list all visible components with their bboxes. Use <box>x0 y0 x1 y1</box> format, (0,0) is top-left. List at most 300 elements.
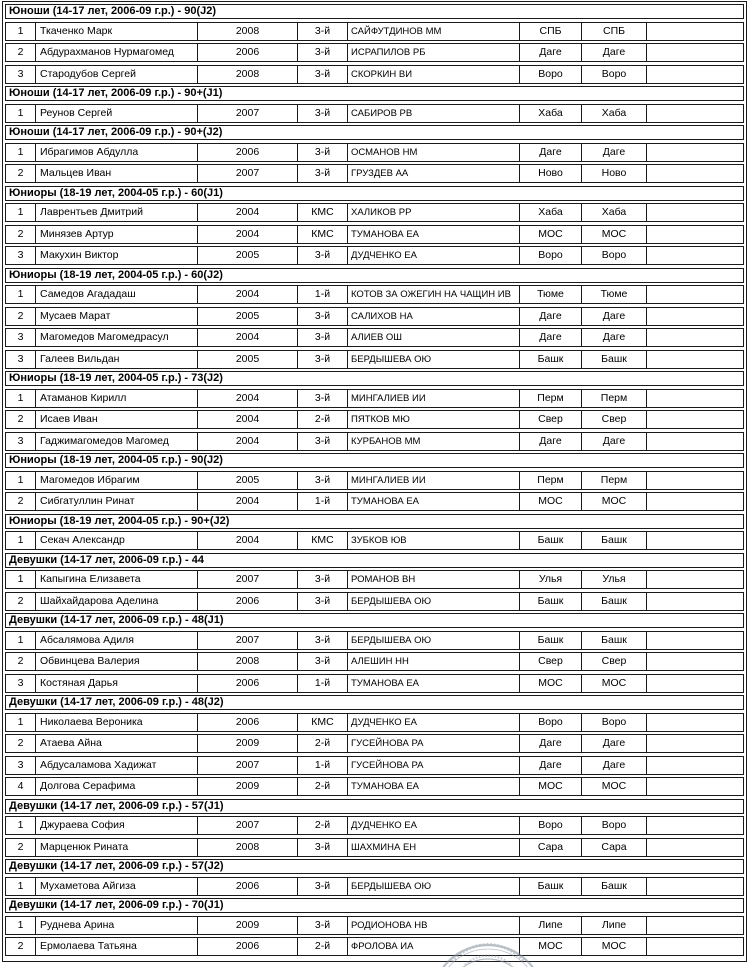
athlete-name-cell: Гаджимагомедов Магомед <box>35 433 197 450</box>
result-row <box>5 246 744 265</box>
coach-cell: ДУДЧЕНКО ЕА <box>347 817 519 834</box>
place-cell: 3 <box>17 67 24 80</box>
result-row <box>5 877 744 896</box>
region-cell: Ново <box>519 165 581 182</box>
team-region-cell: Улья <box>581 571 646 588</box>
athlete-name-cell: Шайхайдарова Аделина <box>35 593 197 610</box>
rank-cell: 1-й <box>297 675 347 692</box>
notes-cell <box>646 411 743 428</box>
team-region-cell: Даге <box>581 735 646 752</box>
notes-cell <box>646 653 743 670</box>
birth-year-cell: 2008 <box>197 66 297 83</box>
place-cell: 2 <box>17 495 24 507</box>
region-cell: Башк <box>519 593 581 610</box>
rank-cell: КМС <box>297 532 347 549</box>
athlete-name-cell: Стародубов Сергей <box>35 66 197 83</box>
athlete-name-cell: Абдусаламова Хадижат <box>35 757 197 774</box>
team-region-cell: Воро <box>581 247 646 264</box>
athlete-name-cell: Абдурахманов Нурмагомед <box>35 44 197 61</box>
result-row <box>5 531 744 550</box>
coach-cell: АЛЕШИН НН <box>347 653 519 670</box>
rank-cell: 3-й <box>297 144 347 161</box>
region-cell: МОС <box>519 778 581 795</box>
athlete-name-cell: Магомедов Ибрагим <box>35 472 197 489</box>
birth-year-cell: 2004 <box>197 329 297 346</box>
team-region-cell: СПБ <box>581 23 646 40</box>
athlete-name-cell: Джураева София <box>35 817 197 834</box>
athlete-name-cell: Мусаев Марат <box>35 308 197 325</box>
coach-cell: БЕРДЫШЕВА ОЮ <box>347 878 519 895</box>
rank-cell: 3-й <box>297 23 347 40</box>
athlete-name-cell: Галеев Вильдан <box>35 351 197 368</box>
notes-cell <box>646 735 743 752</box>
athlete-name-cell: Мухаметова Айгиза <box>35 878 197 895</box>
coach-cell: САБИРОВ РВ <box>347 105 519 122</box>
result-row <box>5 570 744 589</box>
coach-cell: ШАХМИНА ЕН <box>347 839 519 856</box>
coach-cell: ТУМАНОВА ЕА <box>347 493 519 510</box>
birth-year-cell: 2006 <box>197 714 297 731</box>
rank-cell: 1-й <box>297 493 347 510</box>
birth-year-cell: 2005 <box>197 247 297 264</box>
team-region-cell: Воро <box>581 817 646 834</box>
region-cell: Даге <box>519 329 581 346</box>
rank-cell: 3-й <box>297 917 347 934</box>
result-row <box>5 674 744 693</box>
result-row <box>5 22 744 41</box>
region-cell: Воро <box>519 714 581 731</box>
notes-cell <box>646 532 743 549</box>
coach-cell: ДУДЧЕНКО ЕА <box>347 714 519 731</box>
category-header: Юниоры (18-19 лет, 2004-05 г.р.) - 60(J1) <box>5 186 744 201</box>
team-region-cell: Хаба <box>581 105 646 122</box>
region-cell: Даге <box>519 308 581 325</box>
region-cell: Перм <box>519 472 581 489</box>
notes-cell <box>646 878 743 895</box>
athlete-name-cell: Николаева Вероника <box>35 714 197 731</box>
rank-cell: 3-й <box>297 632 347 649</box>
place-cell: 4 <box>17 780 24 792</box>
result-row <box>5 104 744 123</box>
birth-year-cell: 2007 <box>197 632 297 649</box>
birth-year-cell: 2007 <box>197 757 297 774</box>
athlete-name-cell: Секач Александр <box>35 532 197 549</box>
birth-year-cell: 2007 <box>197 165 297 182</box>
result-row <box>5 838 744 857</box>
notes-cell <box>646 472 743 489</box>
birth-year-cell: 2006 <box>197 878 297 895</box>
coach-cell: РОДИОНОВА НВ <box>347 917 519 934</box>
athlete-name-cell: Ибрагимов Абдулла <box>35 144 197 161</box>
rank-cell: 2-й <box>297 735 347 752</box>
birth-year-cell: 2006 <box>197 44 297 61</box>
birth-year-cell: 2005 <box>197 351 297 368</box>
birth-year-cell: 2004 <box>197 532 297 549</box>
rank-cell: 3-й <box>297 653 347 670</box>
result-row <box>5 652 744 671</box>
place-cell: 2 <box>17 940 24 952</box>
notes-cell <box>646 105 743 122</box>
coach-cell: РОМАНОВ ВН <box>347 571 519 588</box>
place-cell: 1 <box>17 145 24 158</box>
team-region-cell: Даге <box>581 44 646 61</box>
region-cell: МОС <box>519 226 581 243</box>
birth-year-cell: 2004 <box>197 411 297 428</box>
rank-cell: 3-й <box>297 44 347 61</box>
coach-cell: СКОРКИН ВИ <box>347 66 519 83</box>
region-cell: МОС <box>519 675 581 692</box>
notes-cell <box>646 144 743 161</box>
athlete-name-cell: Руднева Арина <box>35 917 197 934</box>
result-row <box>5 937 744 956</box>
region-cell: СПБ <box>519 23 581 40</box>
result-row <box>5 592 744 611</box>
coach-cell: ГУСЕЙНОВА РА <box>347 757 519 774</box>
region-cell: Воро <box>519 66 581 83</box>
result-row <box>5 307 744 326</box>
region-cell: МОС <box>519 493 581 510</box>
athlete-name-cell: Исаев Иван <box>35 411 197 428</box>
team-region-cell: Даге <box>581 144 646 161</box>
notes-cell <box>646 714 743 731</box>
region-cell: Хаба <box>519 105 581 122</box>
birth-year-cell: 2004 <box>197 204 297 221</box>
coach-cell: ТУМАНОВА ЕА <box>347 675 519 692</box>
place-cell: 2 <box>17 840 24 853</box>
notes-cell <box>646 593 743 610</box>
region-cell: Свер <box>519 411 581 428</box>
result-row <box>5 285 744 304</box>
rank-cell: 3-й <box>297 105 347 122</box>
team-region-cell: Воро <box>581 714 646 731</box>
place-cell: 2 <box>17 655 24 667</box>
rank-cell: 3-й <box>297 878 347 895</box>
coach-cell: ЗУБКОВ ЮВ <box>347 532 519 549</box>
team-region-cell: Хаба <box>581 204 646 221</box>
team-region-cell: МОС <box>581 226 646 243</box>
result-row <box>5 816 744 835</box>
coach-cell: ПЯТКОВ МЮ <box>347 411 519 428</box>
category-header: Юноши (14-17 лет, 2006-09 г.р.) - 90(J2) <box>5 4 744 19</box>
team-region-cell: МОС <box>581 675 646 692</box>
athlete-name-cell: Абсалямова Адиля <box>35 632 197 649</box>
result-row <box>5 164 744 183</box>
result-row <box>5 432 744 451</box>
result-row <box>5 410 744 429</box>
result-row <box>5 328 744 347</box>
rank-cell: 3-й <box>297 165 347 182</box>
coach-cell: ФРОЛОВА ИА <box>347 938 519 955</box>
birth-year-cell: 2008 <box>197 839 297 856</box>
team-region-cell: Башк <box>581 532 646 549</box>
place-cell: 1 <box>17 819 24 831</box>
team-region-cell: МОС <box>581 778 646 795</box>
place-cell: 1 <box>17 879 24 892</box>
place-cell: 1 <box>17 206 24 218</box>
notes-cell <box>646 23 743 40</box>
birth-year-cell: 2004 <box>197 286 297 303</box>
team-region-cell: Башк <box>581 351 646 368</box>
birth-year-cell: 2006 <box>197 938 297 955</box>
team-region-cell: Липе <box>581 917 646 934</box>
team-region-cell: Ново <box>581 165 646 182</box>
birth-year-cell: 2009 <box>197 735 297 752</box>
birth-year-cell: 2007 <box>197 817 297 834</box>
category-header: Девушки (14-17 лет, 2006-09 г.р.) - 48(J2) <box>5 695 744 710</box>
rank-cell: 3-й <box>297 351 347 368</box>
team-region-cell: Перм <box>581 390 646 407</box>
place-cell: 2 <box>17 46 24 58</box>
region-cell: Башк <box>519 532 581 549</box>
team-region-cell: МОС <box>581 938 646 955</box>
athlete-name-cell: Ткаченко Марк <box>35 23 197 40</box>
coach-cell: САЙФУТДИНОВ ММ <box>347 23 519 40</box>
region-cell: Даге <box>519 433 581 450</box>
coach-cell: БЕРДЫШЕВА ОЮ <box>347 351 519 368</box>
athlete-name-cell: Марценюк Рината <box>35 839 197 856</box>
team-region-cell: Башк <box>581 632 646 649</box>
athlete-name-cell: Магомедов Магомедрасул <box>35 329 197 346</box>
rank-cell: 3-й <box>297 329 347 346</box>
notes-cell <box>646 286 743 303</box>
notes-cell <box>646 44 743 61</box>
coach-cell: ГУСЕЙНОВА РА <box>347 735 519 752</box>
region-cell: Башк <box>519 878 581 895</box>
birth-year-cell: 2004 <box>197 433 297 450</box>
notes-cell <box>646 757 743 774</box>
place-cell: 1 <box>17 473 24 486</box>
coach-cell: САЛИХОВ НА <box>347 308 519 325</box>
notes-cell <box>646 839 743 856</box>
rank-cell: 2-й <box>297 411 347 428</box>
notes-cell <box>646 204 743 221</box>
team-region-cell: Даге <box>581 433 646 450</box>
team-region-cell: Свер <box>581 411 646 428</box>
birth-year-cell: 2008 <box>197 653 297 670</box>
region-cell: Тюме <box>519 286 581 303</box>
result-row <box>5 713 744 732</box>
region-cell: Липе <box>519 917 581 934</box>
category-header: Юноши (14-17 лет, 2006-09 г.р.) - 90+(J2) <box>5 125 744 140</box>
coach-cell: КОТОВ ЗА ОЖЕГИН НА ЧАЩИН ИВ <box>347 286 519 303</box>
notes-cell <box>646 632 743 649</box>
athlete-name-cell: Атаева Айна <box>35 735 197 752</box>
place-cell: 2 <box>17 413 24 425</box>
category-header: Девушки (14-17 лет, 2006-09 г.р.) - 44 <box>5 553 744 568</box>
notes-cell <box>646 675 743 692</box>
athlete-name-cell: Сибгатуллин Ринат <box>35 493 197 510</box>
notes-cell <box>646 247 743 264</box>
athlete-name-cell: Реунов Сергей <box>35 105 197 122</box>
notes-cell <box>646 917 743 934</box>
region-cell: Даге <box>519 44 581 61</box>
place-cell: 2 <box>17 594 24 607</box>
category-header: Юниоры (18-19 лет, 2004-05 г.р.) - 90(J2) <box>5 453 744 468</box>
region-cell: Воро <box>519 817 581 834</box>
category-header: Юниоры (18-19 лет, 2004-05 г.р.) - 60(J2) <box>5 268 744 283</box>
place-cell: 1 <box>17 573 24 585</box>
rank-cell: 3-й <box>297 593 347 610</box>
category-header: Юниоры (18-19 лет, 2004-05 г.р.) - 90+(J2) <box>5 514 744 529</box>
athlete-name-cell: Капыгина Елизавета <box>35 571 197 588</box>
birth-year-cell: 2007 <box>197 105 297 122</box>
rank-cell: КМС <box>297 226 347 243</box>
region-cell: Хаба <box>519 204 581 221</box>
result-row <box>5 43 744 62</box>
result-row <box>5 389 744 408</box>
athlete-name-cell: Обвинцева Валерия <box>35 653 197 670</box>
team-region-cell: МОС <box>581 493 646 510</box>
category-header: Девушки (14-17 лет, 2006-09 г.р.) - 57(J1) <box>5 799 744 814</box>
notes-cell <box>646 493 743 510</box>
birth-year-cell: 2006 <box>197 144 297 161</box>
place-cell: 2 <box>17 227 24 240</box>
rank-cell: 3-й <box>297 433 347 450</box>
team-region-cell: Даге <box>581 757 646 774</box>
region-cell: Свер <box>519 653 581 670</box>
place-cell: 3 <box>17 352 24 365</box>
result-row <box>5 65 744 84</box>
coach-cell: МИНГАЛИЕВ ИИ <box>347 472 519 489</box>
notes-cell <box>646 938 743 955</box>
team-region-cell: Воро <box>581 66 646 83</box>
coach-cell: ТУМАНОВА ЕА <box>347 778 519 795</box>
birth-year-cell: 2004 <box>197 226 297 243</box>
notes-cell <box>646 226 743 243</box>
athlete-name-cell: Долгова Серафима <box>35 778 197 795</box>
birth-year-cell: 2005 <box>197 472 297 489</box>
region-cell: Воро <box>519 247 581 264</box>
place-cell: 3 <box>17 331 24 343</box>
rank-cell: КМС <box>297 714 347 731</box>
birth-year-cell: 2004 <box>197 493 297 510</box>
coach-cell: КУРБАНОВ ММ <box>347 433 519 450</box>
place-cell: 1 <box>17 534 24 546</box>
result-row <box>5 225 744 244</box>
place-cell: 1 <box>17 633 24 646</box>
birth-year-cell: 2006 <box>197 675 297 692</box>
result-row <box>5 492 744 511</box>
result-row <box>5 143 744 162</box>
place-cell: 3 <box>17 434 24 447</box>
team-region-cell: Сара <box>581 839 646 856</box>
place-cell: 1 <box>17 918 24 931</box>
category-header: Девушки (14-17 лет, 2006-09 г.р.) - 70(J1) <box>5 898 744 913</box>
result-row <box>5 471 744 490</box>
place-cell: 2 <box>17 167 24 179</box>
region-cell: Даге <box>519 757 581 774</box>
rank-cell: 2-й <box>297 817 347 834</box>
rank-cell: КМС <box>297 204 347 221</box>
athlete-name-cell: Костяная Дарья <box>35 675 197 692</box>
rank-cell: 2-й <box>297 938 347 955</box>
coach-cell: ДУДЧЕНКО ЕА <box>347 247 519 264</box>
region-cell: Даге <box>519 144 581 161</box>
athlete-name-cell: Лаврентьев Дмитрий <box>35 204 197 221</box>
notes-cell <box>646 390 743 407</box>
notes-cell <box>646 165 743 182</box>
athlete-name-cell: Минязев Артур <box>35 226 197 243</box>
team-region-cell: Башк <box>581 593 646 610</box>
birth-year-cell: 2009 <box>197 778 297 795</box>
team-region-cell: Даге <box>581 329 646 346</box>
rank-cell: 2-й <box>297 778 347 795</box>
birth-year-cell: 2009 <box>197 917 297 934</box>
notes-cell <box>646 433 743 450</box>
coach-cell: БЕРДЫШЕВА ОЮ <box>347 632 519 649</box>
category-header: Девушки (14-17 лет, 2006-09 г.р.) - 48(J1) <box>5 613 744 628</box>
coach-cell: ИСРАПИЛОВ РБ <box>347 44 519 61</box>
rank-cell: 3-й <box>297 308 347 325</box>
birth-year-cell: 2004 <box>197 390 297 407</box>
team-region-cell: Даге <box>581 308 646 325</box>
result-row <box>5 777 744 796</box>
team-region-cell: Башк <box>581 878 646 895</box>
coach-cell: ГРУЗДЕВ АА <box>347 165 519 182</box>
region-cell: Башк <box>519 632 581 649</box>
athlete-name-cell: Атаманов Кирилл <box>35 390 197 407</box>
notes-cell <box>646 571 743 588</box>
rank-cell: 1-й <box>297 286 347 303</box>
notes-cell <box>646 308 743 325</box>
category-header: Девушки (14-17 лет, 2006-09 г.р.) - 57(J2) <box>5 859 744 874</box>
result-row <box>5 916 744 935</box>
results-table <box>2 1 747 962</box>
notes-cell <box>646 778 743 795</box>
coach-cell: ХАЛИКОВ РР <box>347 204 519 221</box>
team-region-cell: Перм <box>581 472 646 489</box>
place-cell: 1 <box>17 288 24 300</box>
region-cell: Перм <box>519 390 581 407</box>
athlete-name-cell: Ермолаева Татьяна <box>35 938 197 955</box>
coach-cell: ОСМАНОВ НМ <box>347 144 519 161</box>
rank-cell: 1-й <box>297 757 347 774</box>
rank-cell: 3-й <box>297 247 347 264</box>
region-cell: Улья <box>519 571 581 588</box>
category-header: Юниоры (18-19 лет, 2004-05 г.р.) - 73(J2) <box>5 371 744 386</box>
team-region-cell: Тюме <box>581 286 646 303</box>
rank-cell: 3-й <box>297 390 347 407</box>
coach-cell: ТУМАНОВА ЕА <box>347 226 519 243</box>
rank-cell: 3-й <box>297 472 347 489</box>
place-cell: 1 <box>17 391 24 404</box>
coach-cell: МИНГАЛИЕВ ИИ <box>347 390 519 407</box>
athlete-name-cell: Макухин Виктор <box>35 247 197 264</box>
birth-year-cell: 2007 <box>197 571 297 588</box>
place-cell: 3 <box>17 249 24 261</box>
place-cell: 3 <box>17 676 24 689</box>
rank-cell: 3-й <box>297 839 347 856</box>
result-row <box>5 631 744 650</box>
region-cell: Башк <box>519 351 581 368</box>
notes-cell <box>646 817 743 834</box>
team-region-cell: Свер <box>581 653 646 670</box>
result-row <box>5 734 744 753</box>
athlete-name-cell: Мальцев Иван <box>35 165 197 182</box>
place-cell: 2 <box>17 737 24 749</box>
place-cell: 1 <box>17 106 24 119</box>
result-row <box>5 203 744 222</box>
coach-cell: АЛИЕВ ОШ <box>347 329 519 346</box>
place-cell: 3 <box>17 758 24 771</box>
place-cell: 1 <box>17 24 24 37</box>
region-cell: Сара <box>519 839 581 856</box>
notes-cell <box>646 66 743 83</box>
rank-cell: 3-й <box>297 66 347 83</box>
notes-cell <box>646 351 743 368</box>
birth-year-cell: 2005 <box>197 308 297 325</box>
category-header: Юноши (14-17 лет, 2006-09 г.р.) - 90+(J1) <box>5 86 744 101</box>
